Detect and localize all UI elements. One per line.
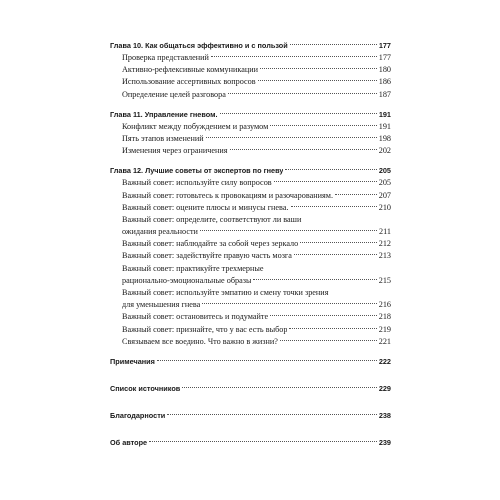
dot-leader [258,80,377,81]
page-number: 202 [378,146,391,156]
toc-about-author[interactable] [110,437,391,449]
chapter-title: Глава 11. Управление гневом. [110,109,218,119]
entry-title: для уменьшения гнева [122,300,201,310]
page-number: 177 [378,41,391,50]
page-number: 177 [378,53,391,62]
spacer [110,368,391,383]
toc-entry[interactable] [110,336,391,348]
section-title: Список источников [110,383,181,393]
dot-leader [149,441,377,442]
toc-acknowledgements[interactable] [110,410,391,422]
dot-leader [291,206,377,207]
chapter-title: Глава 12. Лучшие советы от экспертов по гневу [110,166,284,176]
toc-entry[interactable] [110,177,391,189]
dot-leader [202,303,376,304]
toc-entry[interactable] [110,238,391,250]
page-number: 216 [378,300,391,310]
page-number: 213 [378,251,391,261]
spacer [110,395,391,410]
page-number: 221 [378,336,391,346]
spacer [110,348,391,356]
toc-sources[interactable] [110,383,391,395]
dot-leader [230,149,377,150]
entry-title: Важный совет: оцените плюсы и минусы гнева. [122,202,289,212]
page-number: 191 [378,121,391,131]
entry-title: Активно-рефлексивные коммуникации [122,65,259,75]
dot-leader [253,279,376,280]
toc-entry[interactable] [110,133,391,145]
table-of-contents [110,40,391,449]
chapter-title: Глава 10. Как общаться эффективно и с пользой [110,41,288,50]
entry-title: Важный совет: задействуйте правую часть мозга [122,251,292,261]
toc-entry[interactable] [110,275,391,287]
entry-title: Важный совет: признайте, что у вас есть выбор [122,324,288,334]
dot-leader [294,254,377,255]
entry-title: рационально-эмоциональные образы [122,275,252,285]
dot-leader [182,387,377,388]
page-number: 191 [378,109,391,119]
toc-entry[interactable] [110,311,391,323]
dot-leader [157,360,377,361]
toc-entry[interactable] [110,202,391,214]
page-number: 222 [378,356,391,366]
dot-leader [167,414,377,415]
toc-entry[interactable] [110,324,391,336]
dot-leader [270,125,376,126]
dot-leader [274,181,377,182]
entry-title: Важный совет: готовьтесь к провокациям и разочарованиям. [122,190,334,200]
toc-entry[interactable] [110,145,391,157]
toc-entry[interactable] [110,190,391,202]
spacer [110,157,391,165]
toc-entry[interactable] [110,121,391,133]
dot-leader [290,44,377,45]
section-title: Благодарности [110,410,166,420]
entry-title: Важный совет: остановитесь и подумайте [122,312,269,322]
toc-entry[interactable] [110,299,391,311]
page-number: 205 [378,166,391,176]
page-number: 205 [378,178,391,188]
toc-entry[interactable] [110,226,391,238]
toc-notes[interactable] [110,356,391,368]
entry-title: ожидания реальности [122,227,198,237]
spacer [110,101,391,109]
dot-leader [335,194,377,195]
dot-leader [211,56,377,57]
dot-leader [200,230,377,231]
toc-entry[interactable] [110,52,391,64]
toc-entry[interactable] [110,76,391,88]
entry-title: Пять этапов изменений [122,133,204,143]
page-number: 198 [378,133,391,143]
dot-leader [285,169,376,170]
toc-entry[interactable] [110,250,391,262]
page-number: 239 [378,437,391,447]
entry-title: Проверка представлений [122,53,209,62]
page-number: 229 [378,383,391,393]
toc-chapter-10[interactable] [110,40,391,52]
entry-title: Изменения через ограничения [122,146,228,156]
toc-chapter-11[interactable] [110,109,391,121]
page-number: 212 [378,239,391,249]
entry-title: Важный совет: используйте силу вопросов [122,178,272,188]
page-number: 215 [378,275,391,285]
page-number: 210 [378,202,391,212]
entry-title: Использование ассертивных вопросов [122,77,256,87]
spacer [110,422,391,437]
entry-title: Связываем все воедино. Что важно в жизни? [122,336,278,346]
entry-title: Определение целей разговора [122,89,226,99]
section-title: Примечания [110,356,155,366]
dot-leader [300,242,376,243]
entry-title: Важный совет: наблюдайте за собой через зеркало [122,239,299,249]
entry-title-line1[interactable]: Важный совет: используйте эмпатию и смену точки зрения [122,288,329,297]
dot-leader [280,340,377,341]
page-number: 207 [378,190,391,200]
entry-title-line1[interactable]: Важный совет: практикуйте трехмерные [122,263,264,273]
dot-leader [289,328,376,329]
page-number: 218 [378,312,391,322]
toc-entry[interactable] [110,89,391,101]
toc-entry[interactable] [110,64,391,76]
page-number: 187 [378,89,391,99]
entry-title-line1[interactable]: Важный совет: определите, соответствуют ли ваши [122,214,302,224]
dot-leader [270,315,377,316]
page-number: 211 [379,227,391,237]
toc-chapter-12[interactable] [110,165,391,177]
dot-leader [220,113,377,114]
entry-title: Конфликт между побуждением и разумом [122,121,269,131]
page-number: 186 [378,77,391,87]
page-number: 238 [378,410,391,420]
page-number: 180 [378,65,391,75]
dot-leader [206,137,377,138]
section-title: Об авторе [110,437,148,447]
page-number: 219 [378,324,391,334]
dot-leader [260,68,377,69]
dot-leader [228,93,377,94]
